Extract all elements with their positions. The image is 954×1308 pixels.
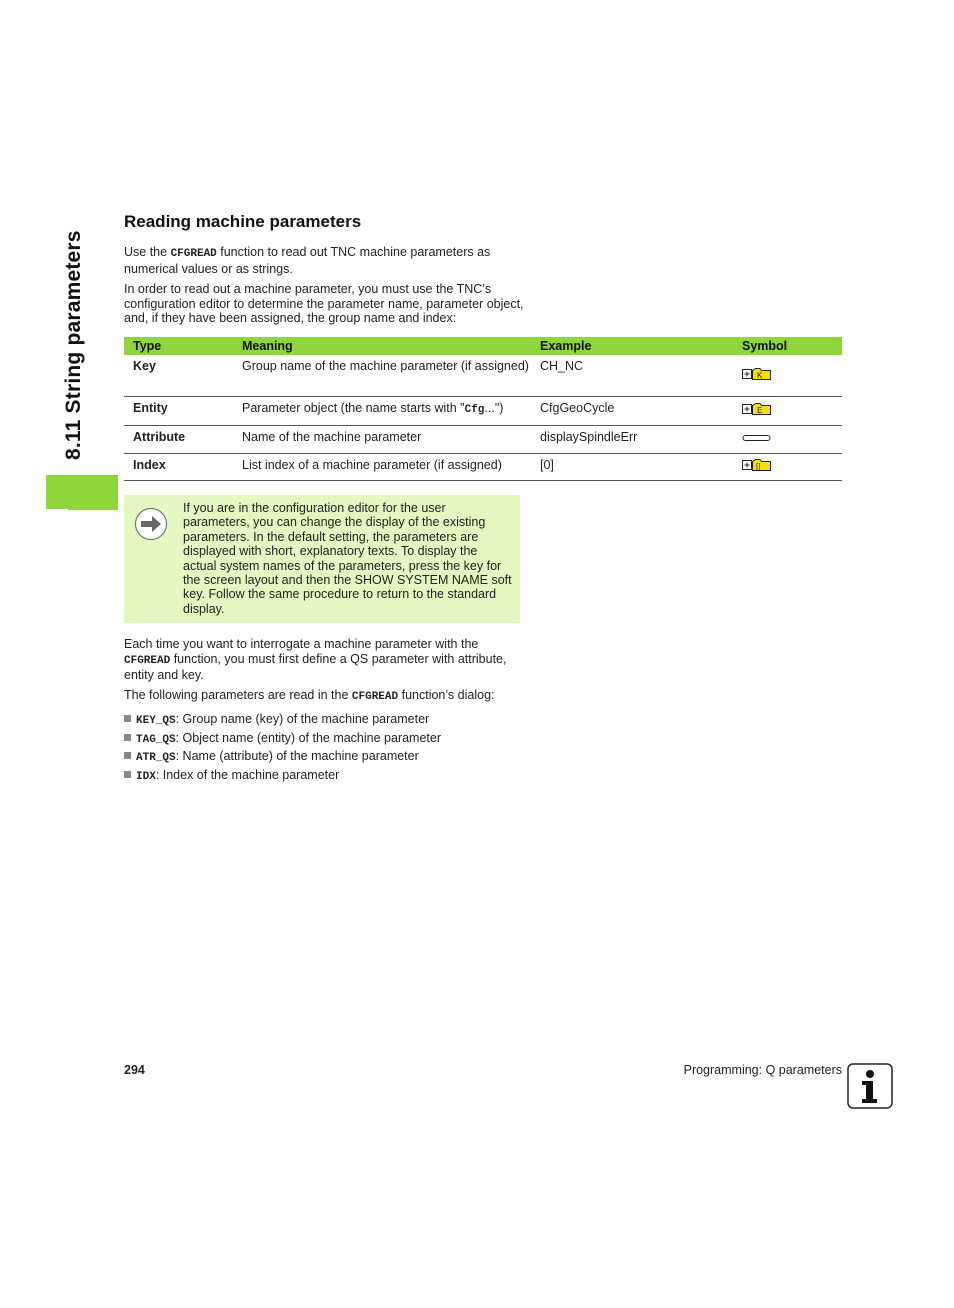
parameter-table	[124, 337, 842, 481]
list-item	[124, 729, 441, 748]
key-icon	[742, 367, 772, 381]
cell-symbol	[733, 396, 842, 426]
cell-meaning	[233, 396, 531, 426]
chapter-tab	[46, 475, 118, 509]
section-heading: Reading machine parameters	[124, 212, 362, 231]
list-item-code: TAG_QS	[136, 733, 176, 746]
list-item-text: : Object name (entity) of the machine parameter	[175, 730, 442, 745]
list-item	[124, 747, 441, 766]
meaning-text-post: ...")	[484, 400, 504, 415]
list-item-text: : Index of the machine parameter	[155, 767, 340, 782]
table-header-row	[124, 337, 842, 355]
list-item-text: : Name (attribute) of the machine parameter	[175, 749, 419, 764]
cell-type: Attribute	[124, 426, 233, 454]
intro1-text-post: function to read out TNC machine parameters as numerical values or as strings.	[124, 245, 491, 276]
parameter-list	[124, 710, 441, 784]
index-icon-letter: []	[756, 462, 761, 472]
note-box	[124, 495, 520, 623]
cell-example: CH_NC	[531, 355, 733, 396]
list-item-text: : Group name (key) of the machine parameter	[175, 712, 430, 726]
cell-meaning: Name of the machine parameter	[233, 426, 531, 454]
index-icon	[742, 458, 772, 472]
table-row	[124, 426, 842, 454]
cfg-code: Cfg	[464, 403, 485, 416]
intro1-text-pre: Use the	[124, 245, 171, 259]
list-item	[124, 766, 441, 785]
entity-icon-letter: E	[757, 406, 763, 416]
chapter-title: 8.11 String parameters	[62, 230, 85, 460]
cfgread-code: CFGREAD	[170, 248, 217, 260]
cell-meaning: Group name of the machine parameter (if assigned)	[233, 355, 531, 396]
cell-example: CfgGeoCycle	[531, 396, 733, 426]
bullet-square-icon	[124, 752, 131, 759]
cell-meaning: List index of a machine parameter (if assigned)	[233, 453, 531, 481]
info-icon	[847, 1063, 893, 1109]
cell-symbol	[733, 426, 842, 454]
bullet-square-icon	[124, 771, 131, 778]
cell-symbol	[733, 355, 842, 396]
key-icon-letter: K	[757, 370, 763, 380]
header-type: Type	[124, 337, 233, 355]
list-item-code: KEY_QS	[136, 715, 176, 727]
cell-example: displaySpindleErr	[531, 426, 733, 454]
bullet-square-icon	[124, 734, 131, 741]
cell-type: Index	[124, 453, 233, 481]
body-paragraph-1	[124, 637, 520, 683]
cell-type: Entity	[124, 396, 233, 426]
cfgread-code: CFGREAD	[124, 654, 171, 667]
p1-text-pre: Each time you want to interrogate a machine parameter with the	[124, 637, 479, 651]
table-row	[124, 453, 842, 481]
table-row	[124, 396, 842, 426]
header-example: Example	[531, 337, 733, 355]
cell-type: Key	[124, 355, 233, 396]
cell-example: [0]	[531, 453, 733, 481]
entity-icon	[742, 402, 772, 416]
list-item-code: IDX	[136, 770, 156, 783]
table-row	[124, 355, 842, 396]
cell-symbol	[733, 453, 842, 481]
bullet-square-icon	[124, 715, 131, 722]
intro-paragraph-1	[124, 245, 524, 276]
page-number: 294	[124, 1063, 145, 1077]
note-text: If you are in the configuration editor for the user parameters, you can change the display of the existing parameters. In the default setting, the parameters are displayed with short, explanatory texts. To display the actual system names of the parameters, press the key for the screen layout and then the SHOW SYSTEM NAME soft key. Follow the same procedure to return to the standard display.	[183, 501, 512, 616]
arrow-right-icon	[134, 507, 168, 541]
list-item	[124, 710, 441, 729]
header-meaning: Meaning	[233, 337, 531, 355]
attribute-icon	[742, 433, 772, 443]
intro-paragraph-2: In order to read out a machine parameter, you must use the TNC’s configuration editor to determine the parameter name, parameter object, and, if they have been assigned, the group name and index:	[124, 282, 524, 325]
meaning-text-pre: Parameter object (the name starts with "	[242, 400, 465, 415]
footer-title: Programming: Q parameters	[683, 1063, 842, 1077]
chapter-tab-line	[68, 509, 118, 510]
p2-text-pre: The following parameters are read in the	[124, 688, 352, 702]
list-item-code: ATR_QS	[136, 752, 176, 765]
cfgread-code: CFGREAD	[351, 691, 399, 703]
p2-text-post: function’s dialog:	[398, 688, 495, 702]
body-paragraph-2	[124, 688, 544, 705]
p1-text-post: function, you must first define a QS parameter with attribute, entity and key.	[124, 651, 507, 682]
header-symbol: Symbol	[733, 337, 842, 355]
